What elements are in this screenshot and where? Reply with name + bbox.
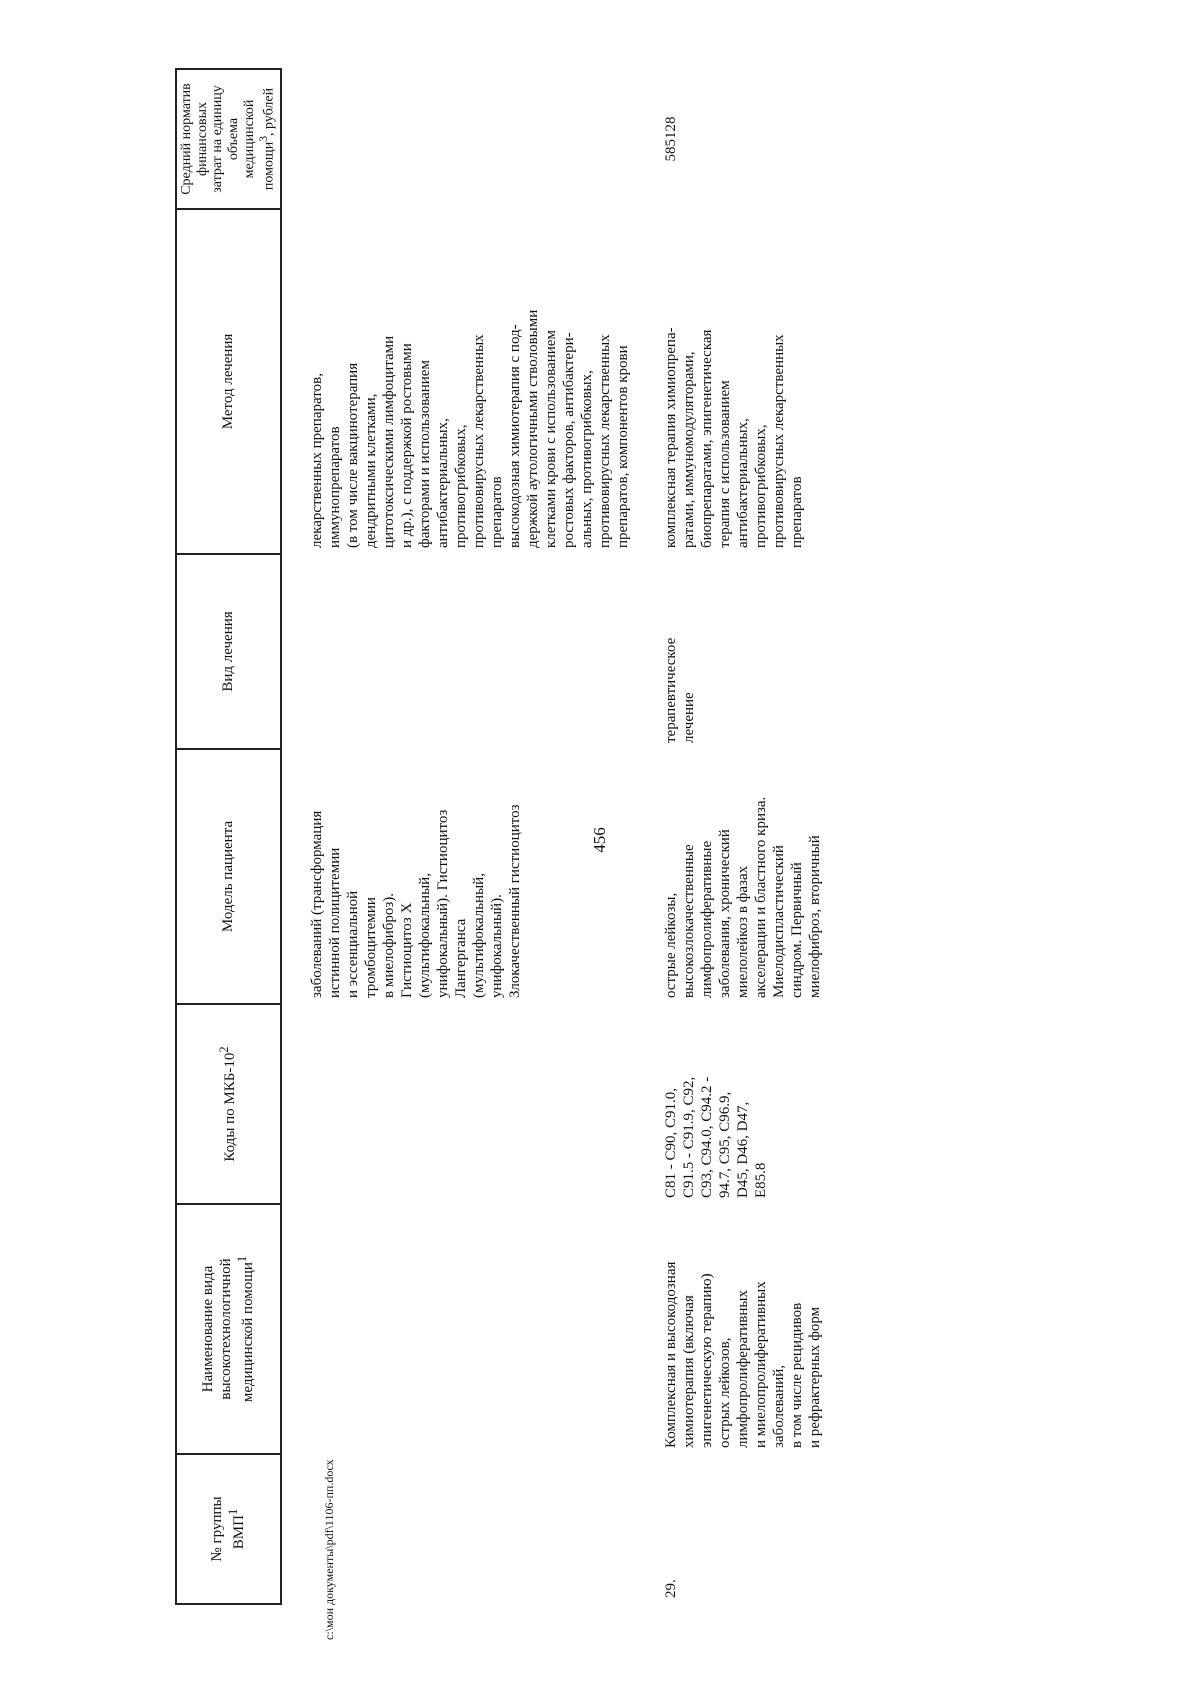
text-line: противовирусных лекарственных — [770, 334, 787, 548]
cell-treatment-type — [658, 554, 828, 749]
text-line: терапия с использованием — [716, 380, 733, 548]
cell-name-empty — [304, 1204, 636, 1454]
header-text: помощи — [262, 141, 278, 191]
text-line: в том числе рецидивов — [788, 1302, 805, 1448]
cell-vmp-name — [658, 1204, 828, 1454]
cell-cost-empty — [304, 69, 636, 209]
vmp-table — [175, 68, 828, 1605]
header-group-number — [176, 1454, 281, 1604]
text-line: 94.7, С95, С96.9, — [716, 1091, 733, 1198]
header-footnote: 1 — [235, 1255, 250, 1263]
text-line: противовирусных лекарственных — [470, 334, 487, 548]
cell-cost-value: 585128 — [662, 116, 679, 162]
text-line: противовирусных лекарственных — [596, 334, 613, 548]
text-line: миелолейкоз в фазах — [734, 865, 751, 998]
text-line: ратами, иммуномодуляторами, — [680, 351, 697, 548]
spacer — [636, 69, 658, 1604]
header-treatment-type: Вид лечения — [176, 554, 281, 749]
cell-treatment-method — [304, 209, 636, 554]
text-line: в миелофиброз). — [380, 892, 397, 998]
header-footnote: 3 — [257, 135, 271, 142]
header-text: затрат на единицу — [210, 85, 226, 193]
table-header-row — [176, 69, 281, 1604]
text-line: биопрепаратами, эпигенетическая — [698, 329, 715, 548]
header-vmp-name — [176, 1204, 281, 1454]
text-line: острые лейкозы, — [662, 892, 679, 998]
text-line: синдром. Первичный — [788, 862, 805, 998]
text-line: заболевания, хронический — [716, 829, 733, 998]
cell-codes-empty — [304, 1004, 636, 1204]
spacer — [281, 69, 304, 1604]
header-text: Наименование вида — [200, 1265, 217, 1393]
text-line: и миелопролиферативных — [752, 1281, 769, 1448]
text-line: и др.), с поддержкой ростовыми — [398, 343, 415, 548]
header-treatment-method: Метод лечения — [176, 209, 281, 554]
text-line: лекарственных препаратов, — [308, 373, 325, 548]
text-line: комплексная терапия химиопрепа- — [662, 327, 679, 548]
text-line: цитотоксическими лимфоцитами — [380, 335, 397, 548]
text-line: химиотерапия (включая — [680, 1295, 697, 1448]
text-line: факторами и использованием — [416, 360, 433, 548]
text-line: противогрибковых, — [452, 424, 469, 548]
header-patient-model: Модель пациента — [176, 749, 281, 1004]
text-line: препаратов, компонентов крови — [614, 345, 631, 548]
text-line: клетками крови с использованием — [542, 330, 559, 548]
table-row-29 — [658, 69, 828, 1604]
header-text: Средний норматив — [179, 83, 194, 195]
text-line: (мультифокальный, — [470, 873, 487, 998]
text-line: противогрибковых, — [752, 424, 769, 548]
text-line: заболеваний (трансформация — [308, 810, 325, 998]
text-line: Лангерганса — [452, 918, 469, 998]
text-line: препаратов — [788, 476, 805, 548]
text-line: лимфопролиферативных — [734, 1290, 751, 1448]
header-text: медицинской — [241, 99, 257, 179]
text-line: Миелодиспластический — [770, 845, 787, 998]
text-line: Гистиоцитоз Х — [398, 902, 415, 998]
header-text: высокотехнологичной — [218, 1258, 235, 1400]
header-text: № группы — [209, 1496, 226, 1562]
text-line: С93, С94.0, С94.2 - — [698, 1076, 715, 1198]
text-line: истинной полицитемии — [326, 847, 343, 998]
text-line: Злокачественный гистиоцитоз — [506, 804, 523, 998]
rotated-table-container — [175, 70, 1045, 1605]
text-line: лечение — [680, 692, 697, 743]
cell-treatment-empty — [304, 554, 636, 749]
cell-group-empty — [304, 1454, 636, 1604]
text-line: С81 - С90, С91.0, — [662, 1087, 679, 1198]
text-line: (в том числе вакцинотерапия — [344, 362, 361, 548]
header-icd-codes — [176, 1004, 281, 1204]
text-line: держкой аутологичными стволовыми — [524, 309, 541, 548]
cell-group-number: 29. — [662, 1579, 679, 1598]
text-line: E85.8 — [752, 1162, 769, 1198]
text-line: препаратов — [488, 476, 505, 548]
footer-file-path: c:\мои документы\pdf\1106-пп.docx — [322, 1459, 336, 1640]
header-text: , рублей — [262, 87, 278, 136]
text-line: ростовых факторов, антибактери- — [560, 332, 577, 548]
header-text: финансовых — [194, 102, 210, 176]
header-text: ВМП — [231, 1515, 248, 1550]
header-cost-standard — [176, 69, 281, 209]
cell-patient-model — [304, 749, 636, 1004]
text-line: эпигенетическую терапию) — [698, 1273, 715, 1448]
text-line: альных, противогрибковых, — [578, 370, 595, 548]
text-line: лимфопролиферативные — [698, 840, 715, 998]
header-footnote: 2 — [217, 1046, 232, 1053]
header-text: медицинской помощи — [240, 1262, 257, 1403]
text-line: Комплексная и высокодозная — [662, 1261, 679, 1448]
table-row-continuation — [304, 69, 636, 1604]
text-line: и эссенциальной — [344, 890, 361, 998]
text-line: унифокальный). Гистиоцитоз — [434, 809, 451, 998]
cell-icd-codes — [658, 1004, 828, 1204]
text-line: миелофиброз, вторичный — [806, 835, 823, 998]
text-line: С91.5 - С91.9, С92, — [680, 1076, 697, 1198]
header-footnote: 1 — [226, 1508, 241, 1516]
header-text: объема — [226, 117, 242, 161]
text-line: тромбоцитемии — [362, 897, 379, 998]
text-line: D45, D46, D47, — [734, 1101, 751, 1198]
text-line: антибактериальных, — [734, 418, 751, 548]
text-line: унифокальный). — [488, 894, 505, 998]
text-line: высокодозная химиотерапия с под- — [506, 324, 523, 548]
text-line: (мультифокальный, — [416, 873, 433, 998]
text-line: дендритными клетками, — [362, 393, 379, 548]
text-line: заболеваний, — [770, 1364, 787, 1448]
text-line: терапевтическое — [662, 637, 679, 743]
header-text: Коды по МКБ-10 — [222, 1052, 239, 1162]
text-line: высокозлокачественные — [680, 844, 697, 998]
text-line: акселерации и бластного криза. — [752, 796, 769, 998]
text-line: и рефрактерных форм — [806, 1306, 823, 1448]
text-line: острых лейкозов, — [716, 1337, 733, 1448]
page-number: 456 — [590, 827, 609, 853]
cell-treatment-method — [658, 209, 828, 554]
text-line: антибактериальных, — [434, 418, 451, 548]
text-line: иммунопрепаратов — [326, 426, 343, 548]
cell-patient-model — [658, 749, 828, 1004]
